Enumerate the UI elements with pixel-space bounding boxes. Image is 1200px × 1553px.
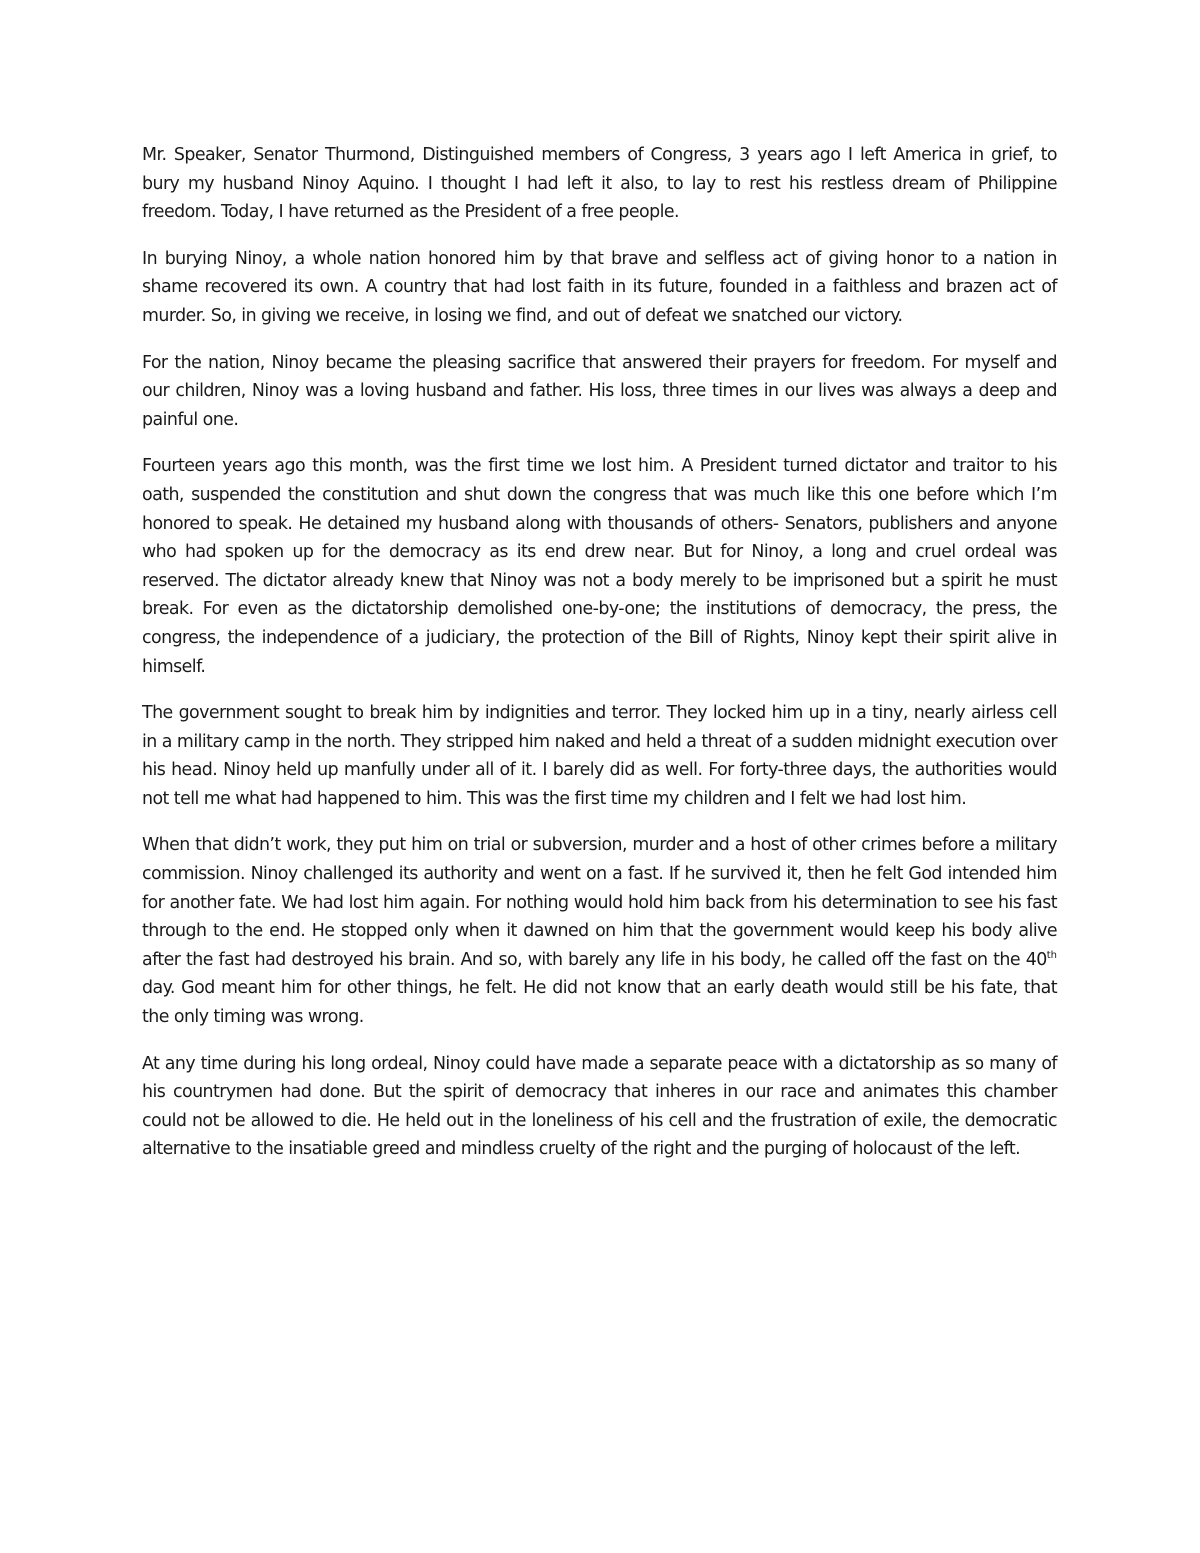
paragraph-1: Mr. Speaker, Senator Thurmond, Distinguished members of Congress, 3 years ago I left America in grief, to bury my husband Ninoy Aquino. I thought I had left it also, to lay to rest his restless dream of Philippine freedom. Today, I have returned as the President of a free people.	[142, 145, 1057, 223]
paragraph-7: At any time during his long ordeal, Ninoy could have made a separate peace with a dictatorship as so many of his countrymen had done. But the spirit of democracy that inheres in our race and animates this chamber could not be allowed to die. He held out in the loneliness of his cell and the frustration of exile, the democratic alternative to the insatiable greed and mindless cruelty of the right and the purging of holocaust of the left.	[142, 1053, 1057, 1160]
paragraph-5: The government sought to break him by indignities and terror. They locked him up in a tiny, nearly airless cell in a military camp in the north. They stripped him naked and held a threat of a sudden midnight execution over his head. Ninoy held up manfully under all of it. I barely did as well. For forty-three days, the authorities would not tell me what had happened to him. This was the first time my children and I felt we had lost him.	[142, 703, 1057, 809]
paragraph-6-text-after: day. God meant him for other things, he felt. He did not know that an early death would still be his fate, that the only timing was wrong.	[142, 978, 1057, 1028]
paragraph-6	[142, 831, 1057, 1031]
paragraph-4: Fourteen years ago this month, was the first time we lost him. A President turned dictator and traitor to his oath, suspended the constitution and shut down the congress that was much like this one before which I’m honored to speak. He detained my husband along with thousands of others- Senators, publishers and anyone who had spoken up for the democracy as its end drew near. But for Ninoy, a long and cruel ordeal was reserved. The dictator already knew that Ninoy was not a body merely to be imprisoned but a spirit he must break. For even as the dictatorship demolished one-by-one; the institutions of democracy, the press, the congress, the independence of a judiciary, the protection of the Bill of Rights, Ninoy kept their spirit alive in himself.	[142, 456, 1057, 677]
paragraph-2: In burying Ninoy, a whole nation honored him by that brave and selfless act of giving honor to a nation in shame recovered its own. A country that had lost faith in its future, founded in a faithless and brazen act of murder. So, in giving we receive, in losing we find, and out of defeat we snatched our victory.	[142, 248, 1057, 326]
paragraph-6-text-before: When that didn’t work, they put him on trial or subversion, murder and a host of other crimes before a military commission. Ninoy challenged its authority and went on a fast. If he survived it, then he felt God intended him for another fate. We had lost him again. For nothing would hold him back from his determination to see his fast through to the end. He stopped only when it dawned on him that the government would keep his body alive after the fast had destroyed his brain. And so, with barely any life in his body, he called off the fast on the 40	[142, 835, 1057, 970]
document-body	[142, 141, 1057, 1182]
paragraph-3: For the nation, Ninoy became the pleasing sacrifice that answered their prayers for freedom. For myself and our children, Ninoy was a loving husband and father. His loss, three times in our lives was always a deep and painful one.	[142, 352, 1057, 430]
ordinal-superscript: th	[1046, 950, 1057, 962]
